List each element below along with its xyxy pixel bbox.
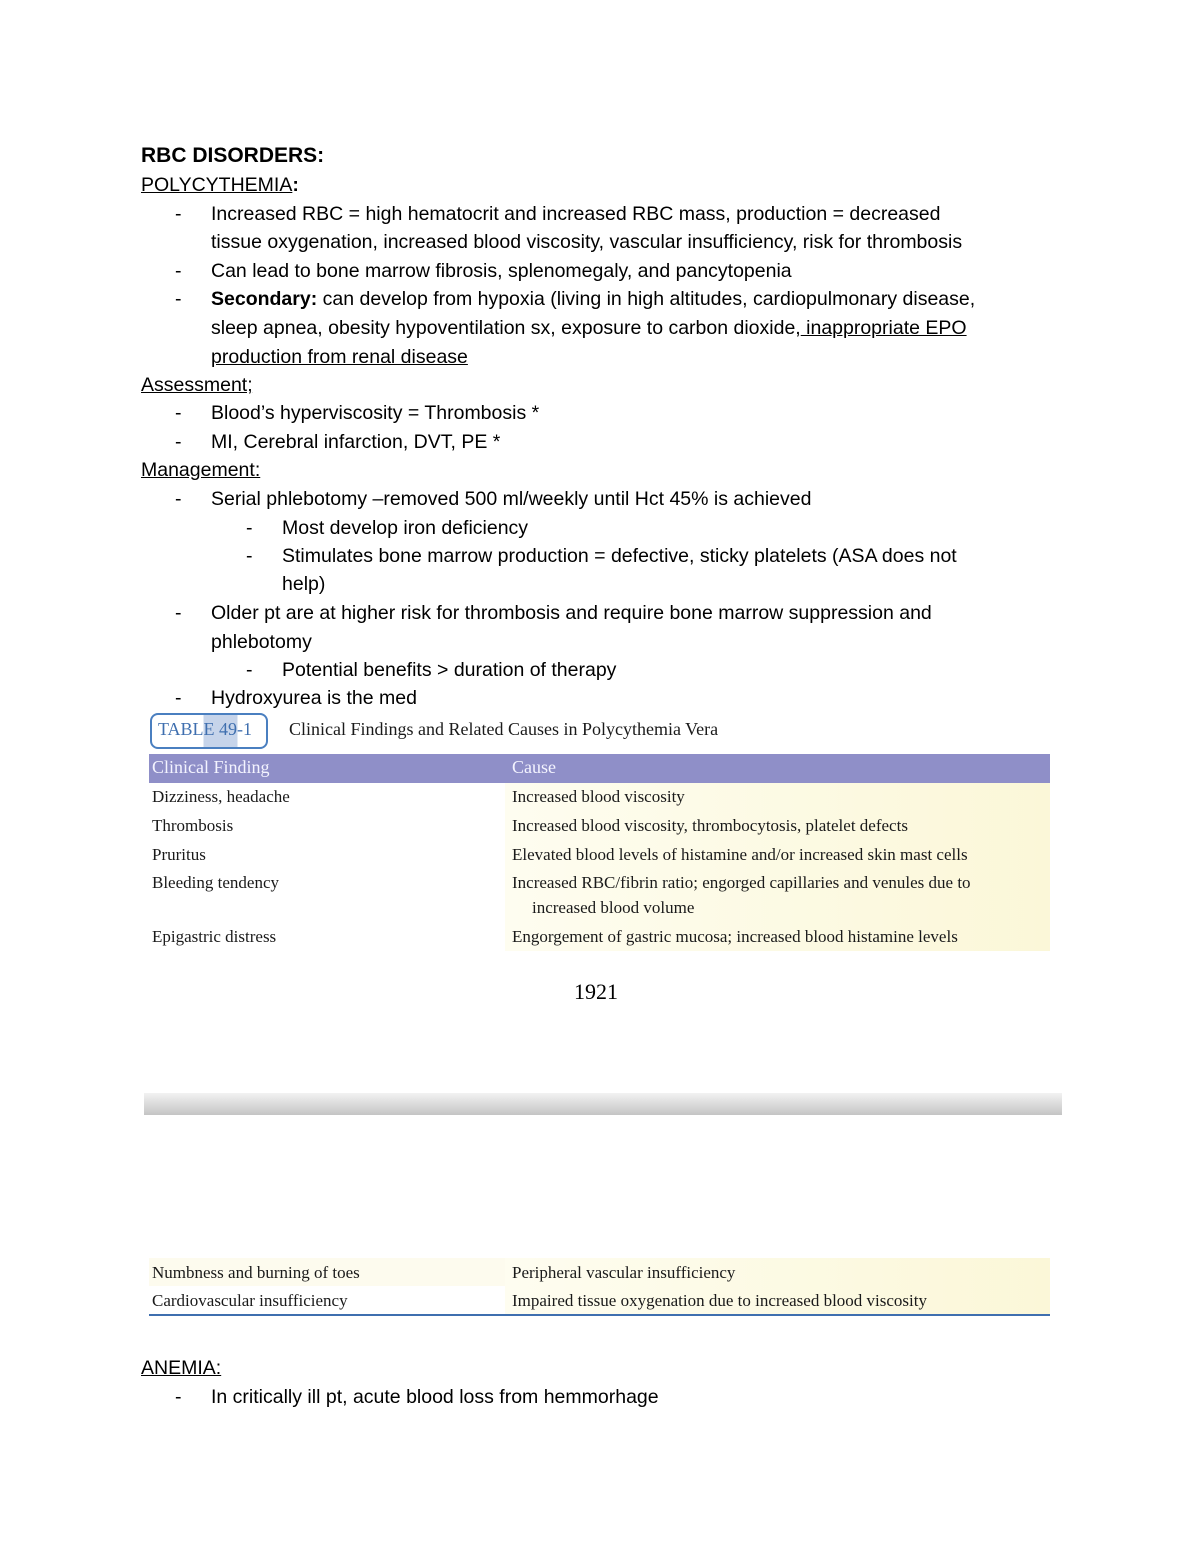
sublist-dash: - xyxy=(246,517,253,539)
list-dash: - xyxy=(175,431,182,453)
list-dash: - xyxy=(175,687,182,709)
page-break-divider xyxy=(144,1093,1062,1115)
sublist-dash: - xyxy=(246,659,253,681)
table-cell-finding: Cardiovascular insufficiency xyxy=(152,1291,348,1310)
document-heading: RBC DISORDERS: xyxy=(141,144,325,167)
polycythemia-section-title xyxy=(141,171,299,200)
list-item: In critically ill pt, acute blood loss from hemmorhage xyxy=(211,1386,659,1408)
list-item-continuation: phlebotomy xyxy=(211,631,312,653)
list-dash: - xyxy=(175,602,182,624)
secondary-text: can develop from hypoxia (living in high altitudes, cardiopulmonary disease, xyxy=(317,288,976,310)
list-item: Older pt are at higher risk for thrombosis and require bone marrow suppression and xyxy=(211,602,932,624)
table-caption: Clinical Findings and Related Causes in Polycythemia Vera xyxy=(289,719,719,739)
list-item: Serial phlebotomy –removed 500 ml/weekly until Hct 45% is achieved xyxy=(211,488,812,510)
table-cell-cause: Increased blood viscosity xyxy=(512,787,685,806)
sublist-item: Most develop iron deficiency xyxy=(282,517,529,539)
table-bottom-rule xyxy=(149,1314,1050,1316)
table-cell-cause-continuation: increased blood volume xyxy=(532,898,695,917)
table-header-row xyxy=(149,754,1050,783)
list-item-continuation xyxy=(211,314,967,343)
table-cell-cause: Increased blood viscosity, thrombocytosis, platelet defects xyxy=(512,816,908,835)
table-cell-cause: Increased RBC/fibrin ratio; engorged capillaries and venules due to xyxy=(512,873,971,892)
list-item: Hydroxyurea is the med xyxy=(211,687,417,709)
secondary-underlined-text-2: production from renal disease xyxy=(211,346,468,368)
table-cell-cause: Peripheral vascular insufficiency xyxy=(512,1263,736,1282)
sublist-item: Potential benefits > duration of therapy xyxy=(282,659,617,681)
list-dash: - xyxy=(175,488,182,510)
assessment-title: Assessment; xyxy=(141,374,253,396)
list-dash: - xyxy=(175,260,182,282)
secondary-underlined-text: inappropriate EPO xyxy=(800,317,967,339)
list-item: Blood’s hyperviscosity = Thrombosis * xyxy=(211,402,540,424)
sublist-item-continuation: help) xyxy=(282,573,326,595)
list-dash: - xyxy=(175,203,182,225)
table-header-cause: Cause xyxy=(512,757,556,777)
table-cell-cause: Elevated blood levels of histamine and/or increased skin mast cells xyxy=(512,845,968,864)
table-cell-finding: Pruritus xyxy=(152,845,206,864)
management-title: Management: xyxy=(141,459,261,481)
secondary-label: Secondary: xyxy=(211,288,318,310)
table-header-finding: Clinical Finding xyxy=(152,757,270,777)
list-dash: - xyxy=(175,288,182,310)
list-item: Can lead to bone marrow fibrosis, splenomegaly, and pancytopenia xyxy=(211,260,792,282)
list-dash: - xyxy=(175,402,182,424)
polycythemia-title: POLYCYTHEMIA xyxy=(141,174,293,196)
anemia-title: ANEMIA: xyxy=(141,1357,222,1379)
list-item: MI, Cerebral infarction, DVT, PE * xyxy=(211,431,501,453)
page-number: 1921 xyxy=(574,979,618,1004)
table-cell-finding: Thrombosis xyxy=(152,816,234,835)
list-item-continuation: tissue oxygenation, increased blood viscosity, vascular insufficiency, risk for thrombosis xyxy=(211,231,963,253)
polycythemia-colon: : xyxy=(292,174,299,196)
sublist-item: Stimulates bone marrow production = defective, sticky platelets (ASA does not xyxy=(282,545,957,567)
sublist-dash: - xyxy=(246,545,253,567)
secondary-text-2: sleep apnea, obesity hypoventilation sx, exposure to carbon dioxide, xyxy=(211,317,801,339)
table-cell-cause: Impaired tissue oxygenation due to increased blood viscosity xyxy=(512,1291,927,1310)
table-label: TABLE 49-1 xyxy=(158,719,253,739)
table-cell-finding: Dizziness, headache xyxy=(152,787,290,806)
table-cell-finding: Epigastric distress xyxy=(152,927,277,946)
list-dash: - xyxy=(175,1386,182,1408)
table-cell-cause: Engorgement of gastric mucosa; increased blood histamine levels xyxy=(512,927,958,946)
table-cell-finding: Numbness and burning of toes xyxy=(152,1263,360,1282)
table-cell-finding: Bleeding tendency xyxy=(152,873,279,892)
list-item-secondary xyxy=(211,285,975,314)
list-item: Increased RBC = high hematocrit and increased RBC mass, production = decreased xyxy=(211,203,941,225)
